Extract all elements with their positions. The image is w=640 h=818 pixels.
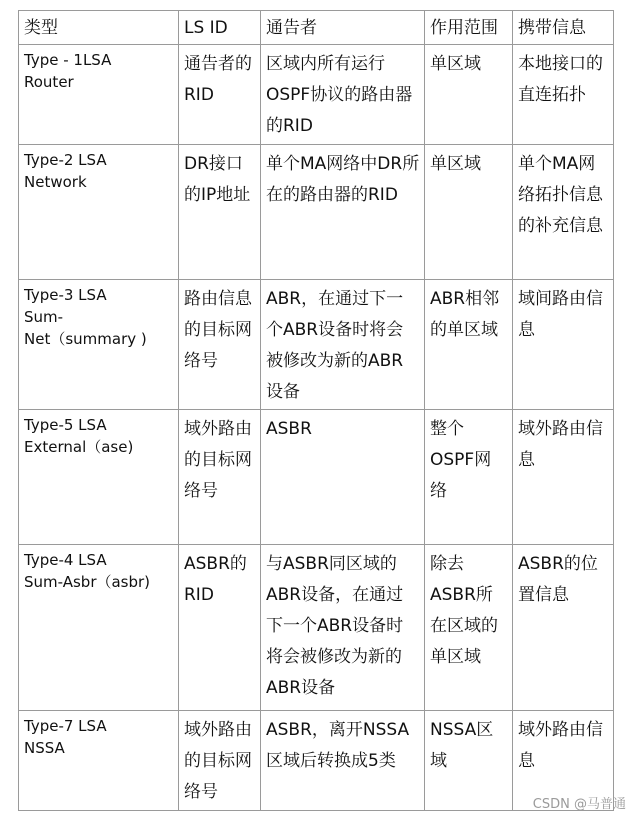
lsid-cell: ASBR的RID [179, 545, 261, 711]
header-scope: 作用范围 [425, 11, 513, 45]
scope-cell: 整个OSPF网络 [425, 410, 513, 545]
lsid-cell: 域外路由的目标网络号 [179, 410, 261, 545]
table-row [19, 145, 614, 280]
type-cell [19, 45, 179, 145]
type-subname: External（ase) [24, 438, 134, 456]
watermark: CSDN @马普通 [532, 797, 626, 812]
scope-cell: 单区域 [425, 145, 513, 280]
scope-cell: NSSA区域 [425, 711, 513, 811]
lsid-cell: 域外路由的目标网络号 [179, 711, 261, 811]
table-row [19, 711, 614, 811]
type-cell [19, 410, 179, 545]
lsid-cell: DR接口的IP地址 [179, 145, 261, 280]
type-name: Type-5 LSA [24, 416, 107, 434]
type-cell [19, 711, 179, 811]
header-row [19, 11, 614, 45]
lsa-types-table [18, 10, 614, 811]
type-name: Type - 1LSA [24, 51, 112, 69]
lsid-cell: 通告者的RID [179, 45, 261, 145]
info-cell: 单个MA网络拓扑信息的补充信息 [513, 145, 614, 280]
header-advertiser: 通告者 [261, 11, 425, 45]
type-subname: Router [24, 73, 74, 91]
header-info: 携带信息 [513, 11, 614, 45]
type-subname: NSSA [24, 739, 65, 757]
info-cell: 域外路由信息 [513, 410, 614, 545]
header-type: 类型 [19, 11, 179, 45]
type-name: Type-2 LSA [24, 151, 107, 169]
type-subname: Net（summary ) [24, 330, 147, 348]
advertiser-cell: 单个MA网络中DR所在的路由器的RID [261, 145, 425, 280]
advertiser-cell: ASBR [261, 410, 425, 545]
type-subname: Network [24, 173, 87, 191]
scope-cell: ABR相邻的单区域 [425, 280, 513, 410]
type-cell [19, 280, 179, 410]
header-lsid: LS ID [179, 11, 261, 45]
lsid-cell: 路由信息的目标网络号 [179, 280, 261, 410]
type-subname: Sum-Asbr（asbr) [24, 573, 151, 591]
table-row [19, 280, 614, 410]
type-cell [19, 145, 179, 280]
advertiser-cell: ABR，在通过下一个ABR设备时将会被修改为新的ABR设备 [261, 280, 425, 410]
advertiser-cell: 区域内所有运行OSPF协议的路由器的RID [261, 45, 425, 145]
advertiser-cell: 与ASBR同区域的ABR设备，在通过下一个ABR设备时将会被修改为新的ABR设备 [261, 545, 425, 711]
advertiser-cell: ASBR，离开NSSA区域后转换成5类 [261, 711, 425, 811]
info-cell: 本地接口的直连拓扑 [513, 45, 614, 145]
type-subname: Sum- [24, 308, 64, 326]
info-cell: 域外路由信息 [513, 711, 614, 811]
type-name: Type-4 LSA [24, 551, 107, 569]
table-row [19, 410, 614, 545]
info-cell: 域间路由信息 [513, 280, 614, 410]
scope-cell: 单区域 [425, 45, 513, 145]
table-row [19, 45, 614, 145]
info-cell: ASBR的位置信息 [513, 545, 614, 711]
type-name: Type-3 LSA [24, 286, 107, 304]
type-name: Type-7 LSA [24, 717, 107, 735]
table-row [19, 545, 614, 711]
scope-cell: 除去ASBR所在区域的单区域 [425, 545, 513, 711]
type-cell [19, 545, 179, 711]
